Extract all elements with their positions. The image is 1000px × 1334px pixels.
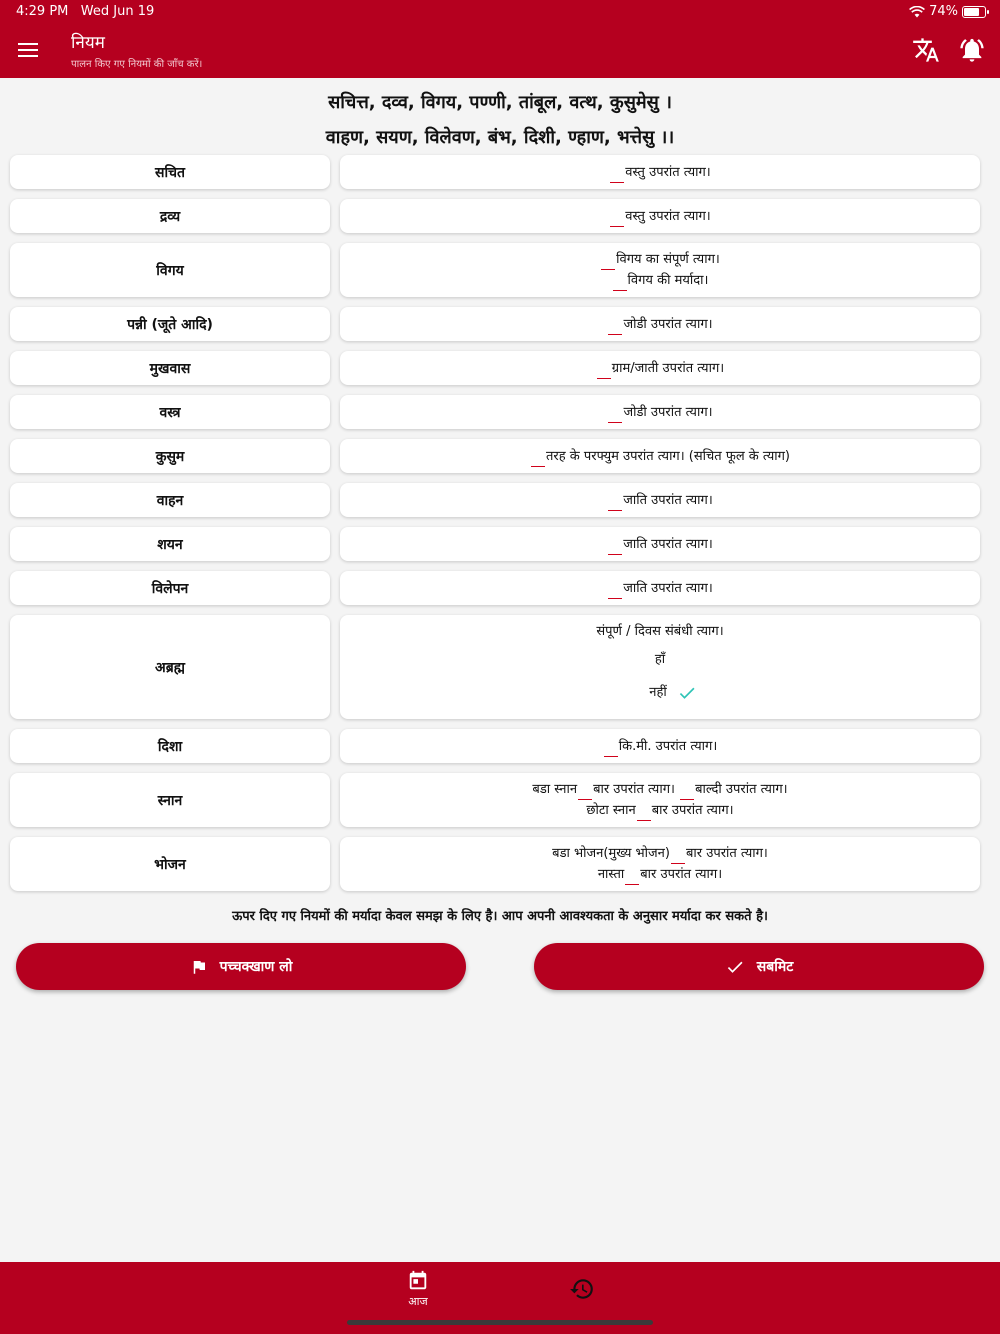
app-bar [0,24,1000,78]
rule-row [10,155,980,189]
rule-detail [340,483,980,517]
rule-detail-line: ग्राम/जाती उपरांत त्याग। [596,358,724,379]
nav-today[interactable] [398,1270,438,1309]
nav-today-label: आज [408,1295,428,1308]
blank-input[interactable] [610,169,624,183]
rule-name-label: अब्रह्म [155,659,185,676]
blank-input[interactable] [608,585,622,599]
rule-row [10,615,980,719]
rule-name-label: विगय [156,262,184,279]
blank-input[interactable] [531,453,545,467]
check-icon [677,683,697,703]
rule-detail-line: विगय की मर्यादा। [612,270,709,291]
page-title: नियम [71,33,105,53]
blank-input[interactable] [671,850,685,864]
rule-detail-line: वस्तु उपरांत त्याग। [609,162,711,183]
rule-name [10,571,330,605]
rule-detail [340,243,980,297]
rule-detail-line: बडा भोजन(मुख्य भोजन) बार उपरांत त्याग। [552,843,768,864]
rule-detail [340,527,980,561]
status-bar [0,0,1000,24]
rule-row [10,439,980,473]
verse-line-1: सचित्त, दव्व, विगय, पण्णी, तांबूल, वत्थ, कुसुमेसु । [328,92,672,113]
wifi-icon [909,6,925,18]
blank-input[interactable] [613,277,627,291]
rule-detail [340,307,980,341]
rule-name-label: सचित [155,164,185,181]
rule-detail [340,439,980,473]
rule-detail-line: जोडी उपरांत त्याग। [607,402,712,423]
rule-name [10,729,330,763]
rule-name-label: मुखवास [149,360,191,377]
blank-input[interactable] [610,213,624,227]
battery-percent: 74% [929,4,958,19]
blank-input[interactable] [608,541,622,555]
rule-question: संपूर्ण / दिवस संबंधी त्याग। [596,624,724,639]
blank-input[interactable] [578,786,592,800]
rule-name [10,483,330,517]
nav-history[interactable] [569,1276,595,1302]
rule-name [10,243,330,297]
rule-name-label: कुसुम [155,448,185,465]
blank-input[interactable] [625,871,639,885]
rule-name-label: वाहन [156,492,184,509]
menu-button[interactable] [14,36,42,64]
rule-name [10,527,330,561]
rule-row [10,395,980,429]
bottom-nav [0,1262,1000,1334]
rule-detail-line: छोटा स्नान बार उपरांत त्याग। [586,800,733,821]
rule-detail-line: कि.मी. उपरांत त्याग। [603,736,718,757]
rule-detail [340,571,980,605]
rule-row [10,351,980,385]
calendar-icon [407,1270,429,1292]
pledge-button-label: पच्चक्खाण लो [219,959,293,975]
battery-icon [962,6,986,18]
disclaimer-note: ऊपर दिए गए नियमों की मर्यादा केवल समझ के लिए है। आप अपनी आवश्यकता के अनुसार मर्यादा कर सकते है। [232,909,768,924]
rule-row [10,571,980,605]
pledge-button[interactable] [16,943,466,990]
submit-button[interactable] [534,943,984,990]
blank-input[interactable] [680,786,694,800]
rule-detail [340,615,980,719]
home-indicator [347,1320,653,1325]
blank-input[interactable] [608,497,622,511]
rule-detail-line: जाति उपरांत त्याग। [607,534,713,555]
blank-input[interactable] [597,365,611,379]
menu-icon [18,42,38,58]
rule-name-label: वस्त्र [159,404,181,421]
rule-detail-line: जाति उपरांत त्याग। [607,490,713,511]
rule-detail [340,837,980,891]
rule-name [10,615,330,719]
rule-option[interactable]: हाँ [654,652,666,667]
verse-line-2: वाहण, सयण, विलेवण, बंभ, दिशी, ण्हाण, भत्तेसु ।। [325,127,675,148]
rule-name-label: स्नान [157,792,183,809]
rule-name [10,395,330,429]
rule-name [10,773,330,827]
rule-detail [340,155,980,189]
rule-option[interactable]: नहीं [649,682,697,703]
rule-detail-line: जोडी उपरांत त्याग। [607,314,712,335]
rule-detail [340,395,980,429]
rule-name-label: पन्नी (जूते आदि) [127,316,213,333]
notifications-button[interactable] [958,36,986,64]
rule-row [10,527,980,561]
blank-input[interactable] [608,321,622,335]
rule-name [10,155,330,189]
rule-row [10,773,980,827]
rule-detail-line: तरह के परफ्युम उपरांत त्याग। (सचित फूल के त्याग) [530,446,790,467]
rule-name-label: विलेपन [151,580,189,597]
page-subtitle: पालन किए गए नियमों की जाँच करें। [71,59,203,70]
rule-detail [340,199,980,233]
bell-ring-icon [958,36,986,64]
rule-detail [340,729,980,763]
rule-name [10,439,330,473]
rule-detail [340,773,980,827]
rule-name [10,307,330,341]
blank-input[interactable] [604,743,618,757]
blank-input[interactable] [608,409,622,423]
rule-row [10,199,980,233]
rule-row [10,483,980,517]
rule-name [10,837,330,891]
rule-row [10,243,980,297]
submit-button-label: सबमिट [756,959,794,975]
rule-row [10,729,980,763]
blank-input[interactable] [601,256,615,270]
rule-detail-line: नास्ता बार उपरांत त्याग। [598,864,722,885]
translate-button[interactable] [912,36,940,64]
blank-input[interactable] [637,807,651,821]
check-icon [725,957,745,977]
rule-row [10,307,980,341]
rule-detail-line: वस्तु उपरांत त्याग। [609,206,711,227]
rule-name-label: भोजन [154,856,186,873]
rule-detail-line: बडा स्नान बार उपरांत त्याग। बाल्दी उपरांत त्याग। [532,779,787,800]
rule-name [10,351,330,385]
history-icon [569,1276,595,1302]
rule-detail-line: विगय का संपूर्ण त्याग। [600,249,720,270]
flag-icon [190,958,208,976]
rule-name-label: द्रव्य [159,208,181,225]
rule-detail-line: जाति उपरांत त्याग। [607,578,713,599]
rule-row [10,837,980,891]
translate-icon [912,36,940,64]
rule-detail [340,351,980,385]
rule-name [10,199,330,233]
rule-name-label: दिशा [157,738,183,755]
rule-name-label: शयन [157,536,183,553]
status-time: 4:29 PM Wed Jun 19 [16,4,155,19]
